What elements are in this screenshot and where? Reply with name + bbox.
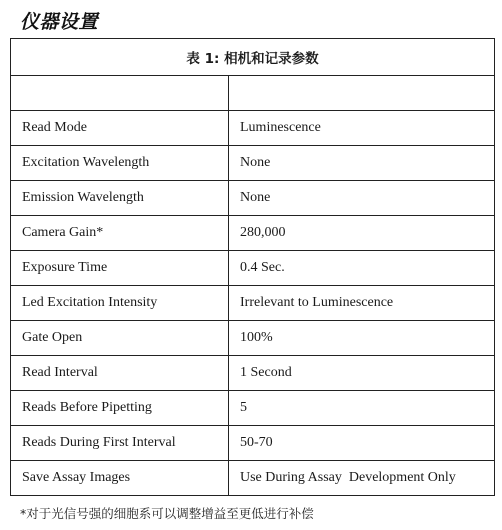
- table-blank-row: [11, 76, 495, 111]
- table-row: [11, 321, 495, 356]
- parameter-cell: Exposure Time: [11, 251, 229, 286]
- table-caption: 表 1: 相机和记录参数: [11, 39, 495, 76]
- table-row: [11, 251, 495, 286]
- table-row: [11, 216, 495, 251]
- value-cell: None: [229, 181, 495, 216]
- blank-cell: [229, 76, 495, 111]
- value-cell: Irrelevant to Luminescence: [229, 286, 495, 321]
- value-cell: 50-70: [229, 426, 495, 461]
- parameters-table: [10, 38, 495, 496]
- value-cell: Use During Assay Development Only: [229, 461, 495, 496]
- table-row: [11, 461, 495, 496]
- table-row: [11, 426, 495, 461]
- table-row: [11, 391, 495, 426]
- parameter-cell: Save Assay Images: [11, 461, 229, 496]
- parameter-cell: Reads Before Pipetting: [11, 391, 229, 426]
- value-cell: 1 Second: [229, 356, 495, 391]
- parameter-cell: Camera Gain*: [11, 216, 229, 251]
- parameter-cell: Reads During First Interval: [11, 426, 229, 461]
- footnote: *对于光信号强的细胞系可以调整增益至更低进行补偿: [20, 506, 314, 521]
- blank-cell: [11, 76, 229, 111]
- table-caption-row: [11, 39, 495, 76]
- table-row: [11, 286, 495, 321]
- parameter-cell: Read Mode: [11, 111, 229, 146]
- value-cell: None: [229, 146, 495, 181]
- value-cell: 5: [229, 391, 495, 426]
- parameter-cell: Led Excitation Intensity: [11, 286, 229, 321]
- section-heading: 仪器设置: [20, 11, 99, 33]
- value-cell: 280,000: [229, 216, 495, 251]
- value-cell: Luminescence: [229, 111, 495, 146]
- parameter-cell: Gate Open: [11, 321, 229, 356]
- parameter-cell: Excitation Wavelength: [11, 146, 229, 181]
- table-row: [11, 181, 495, 216]
- table-row: [11, 146, 495, 181]
- value-cell: 0.4 Sec.: [229, 251, 495, 286]
- table-row: [11, 111, 495, 146]
- parameter-cell: Read Interval: [11, 356, 229, 391]
- table-row: [11, 356, 495, 391]
- value-cell: 100%: [229, 321, 495, 356]
- parameter-cell: Emission Wavelength: [11, 181, 229, 216]
